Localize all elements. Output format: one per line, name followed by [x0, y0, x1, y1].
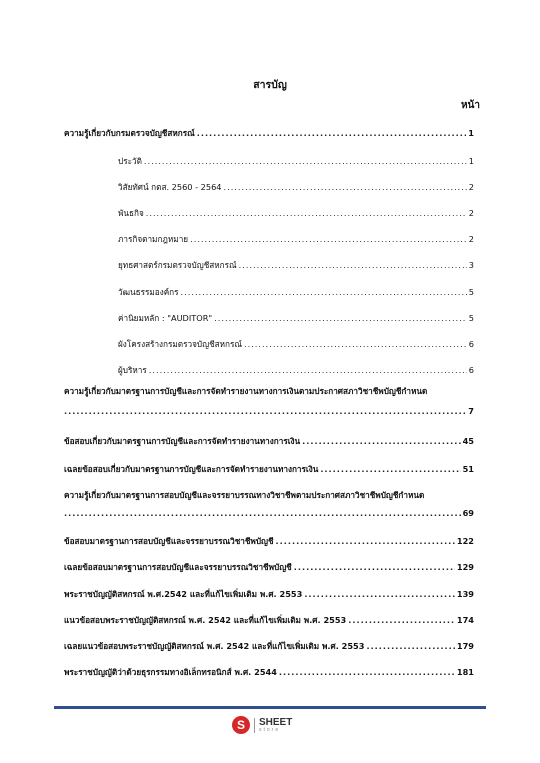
- toc-entry-page: 139: [456, 589, 474, 599]
- toc-entry[interactable]: [118, 312, 474, 325]
- toc-entry-label: พระราชบัญญัติสหกรณ์ พ.ศ.2542 และที่แก้ไขเพิ่มเติม พ.ศ. 2553: [64, 589, 303, 599]
- toc-entry[interactable]: [64, 435, 474, 448]
- logo-s-icon: S: [232, 716, 250, 734]
- dot-leader: [181, 287, 467, 297]
- toc-entry-page: 45: [462, 436, 474, 446]
- toc-entry[interactable]: [118, 338, 474, 351]
- dot-leader: [244, 339, 467, 349]
- logo-sub-text: store: [259, 726, 281, 733]
- toc-entry[interactable]: [118, 207, 474, 220]
- toc-entry[interactable]: [64, 463, 474, 476]
- toc-entry[interactable]: [64, 588, 474, 601]
- toc-entry-label: ความรู้เกี่ยวกับกรมตรวจบัญชีสหกรณ์: [64, 128, 195, 138]
- toc-entry-label[interactable]: ความรู้เกี่ยวกับมาตรฐานการสอบบัญชีและจรรยาบรรณทางวิชาชีพตามประกาศสภาวิชาชีพบัญชีกำหนด: [64, 490, 425, 500]
- toc-entry[interactable]: [64, 666, 474, 679]
- logo-main-text: SHEET: [259, 716, 293, 728]
- toc-entry[interactable]: [118, 364, 474, 377]
- dot-leader: [276, 536, 455, 546]
- toc-entry-label: แนวข้อสอบพระราชบัญญัติสหกรณ์ พ.ศ. 2542 และที่แก้ไขเพิ่มเติม พ.ศ. 2553: [64, 615, 347, 625]
- dot-leader: [64, 406, 466, 416]
- dot-leader: [294, 562, 455, 572]
- toc-entry[interactable]: [64, 406, 474, 416]
- toc-entry[interactable]: [64, 127, 474, 140]
- logo-wordmark: [254, 718, 292, 733]
- toc-entry-page: 1: [468, 128, 474, 138]
- dot-leader: [348, 615, 455, 625]
- dot-leader: [197, 128, 467, 138]
- sheet-store-logo: [232, 716, 292, 734]
- toc-entry-page: 1: [468, 156, 474, 166]
- toc-entry-label: วิสัยทัศน์ กตส. 2560 - 2564: [118, 182, 222, 192]
- dot-leader: [64, 508, 461, 518]
- toc-entry-page: 5: [468, 313, 474, 323]
- toc-entry-label: ข้อสอบมาตรฐานการสอบบัญชีและจรรยาบรรณวิชาชีพบัญชี: [64, 536, 274, 546]
- toc-entry[interactable]: [118, 181, 474, 194]
- toc-entry-page: 6: [468, 339, 474, 349]
- toc-entry[interactable]: [64, 535, 474, 548]
- toc-entry-page: 3: [468, 260, 474, 270]
- toc-entry[interactable]: [64, 640, 474, 653]
- toc-entry-page: 2: [468, 182, 474, 192]
- dot-leader: [279, 667, 455, 677]
- toc-entry[interactable]: [118, 259, 474, 272]
- toc-entry-page: 122: [456, 536, 474, 546]
- dot-leader: [149, 365, 467, 375]
- toc-entry-label: พระราชบัญญัติว่าด้วยธุรกรรมทางอิเล็กทรอนิกส์ พ.ศ. 2544: [64, 667, 277, 677]
- toc-entry-page: 2: [468, 234, 474, 244]
- toc-entry-page: 2: [468, 208, 474, 218]
- toc-entry-label: ยุทธศาสตร์กรมตรวจบัญชีสหกรณ์: [118, 260, 237, 270]
- toc-entry-label: เฉลยแนวข้อสอบพระราชบัญญัติสหกรณ์ พ.ศ. 2542 และที่แก้ไขเพิ่มเติม พ.ศ. 2553: [64, 641, 365, 651]
- page-column-heading: หน้า: [460, 100, 480, 111]
- toc-entry-label: ประวัติ: [118, 156, 142, 166]
- toc-title: สารบัญ: [253, 79, 287, 91]
- dot-leader: [144, 156, 467, 166]
- toc-entry-label[interactable]: ความรู้เกี่ยวกับมาตรฐานการบัญชีและการจัดทำรายงานทางการเงินตามประกาศสภาวิชาชีพบัญชีกำหนด: [64, 386, 428, 396]
- toc-entry[interactable]: [64, 508, 474, 518]
- dot-leader: [302, 436, 460, 446]
- toc-entry-label: ค่านิยมหลัก : "AUDITOR": [118, 313, 213, 323]
- toc-entry[interactable]: [64, 561, 474, 574]
- toc-entry-label: ผู้บริหาร: [118, 365, 147, 375]
- footer-divider: [54, 706, 486, 709]
- dot-leader: [239, 260, 467, 270]
- dot-leader: [146, 208, 467, 218]
- toc-entry[interactable]: [118, 286, 474, 299]
- dot-leader: [320, 464, 460, 474]
- toc-entry-page: 129: [456, 562, 474, 572]
- toc-entry-page: 51: [462, 464, 474, 474]
- dot-leader: [304, 589, 455, 599]
- toc-entry-label: เฉลยข้อสอบเกี่ยวกับมาตรฐานการบัญชีและการจัดทำรายงานทางการเงิน: [64, 464, 319, 474]
- toc-entry-page: 181: [456, 667, 474, 677]
- dot-leader: [190, 234, 467, 244]
- toc-entry-label: เฉลยข้อสอบมาตรฐานการสอบบัญชีและจรรยาบรรณวิชาชีพบัญชี: [64, 562, 292, 572]
- toc-entry-page: 179: [456, 641, 474, 651]
- toc-entry-label: วัฒนธรรมองค์กร: [118, 287, 179, 297]
- toc-entry[interactable]: [64, 614, 474, 627]
- toc-entry-page: 174: [456, 615, 474, 625]
- dot-leader: [224, 182, 467, 192]
- toc-entry-label: ผังโครงสร้างกรมตรวจบัญชีสหกรณ์: [118, 339, 242, 349]
- toc-entry[interactable]: [118, 155, 474, 168]
- toc-entry-page: 5: [468, 287, 474, 297]
- dot-leader: [214, 313, 467, 323]
- toc-entry-page: 69: [462, 508, 474, 518]
- toc-entry-page: 7: [468, 406, 474, 416]
- toc-entry-label: พันธกิจ: [118, 208, 144, 218]
- toc-entry-label: ภารกิจตามกฎหมาย: [118, 234, 189, 244]
- toc-entry[interactable]: [118, 233, 474, 246]
- toc-entry-label: ข้อสอบเกี่ยวกับมาตรฐานการบัญชีและการจัดทำรายงานทางการเงิน: [64, 436, 301, 446]
- toc-entry-page: 6: [468, 365, 474, 375]
- dot-leader: [366, 641, 454, 651]
